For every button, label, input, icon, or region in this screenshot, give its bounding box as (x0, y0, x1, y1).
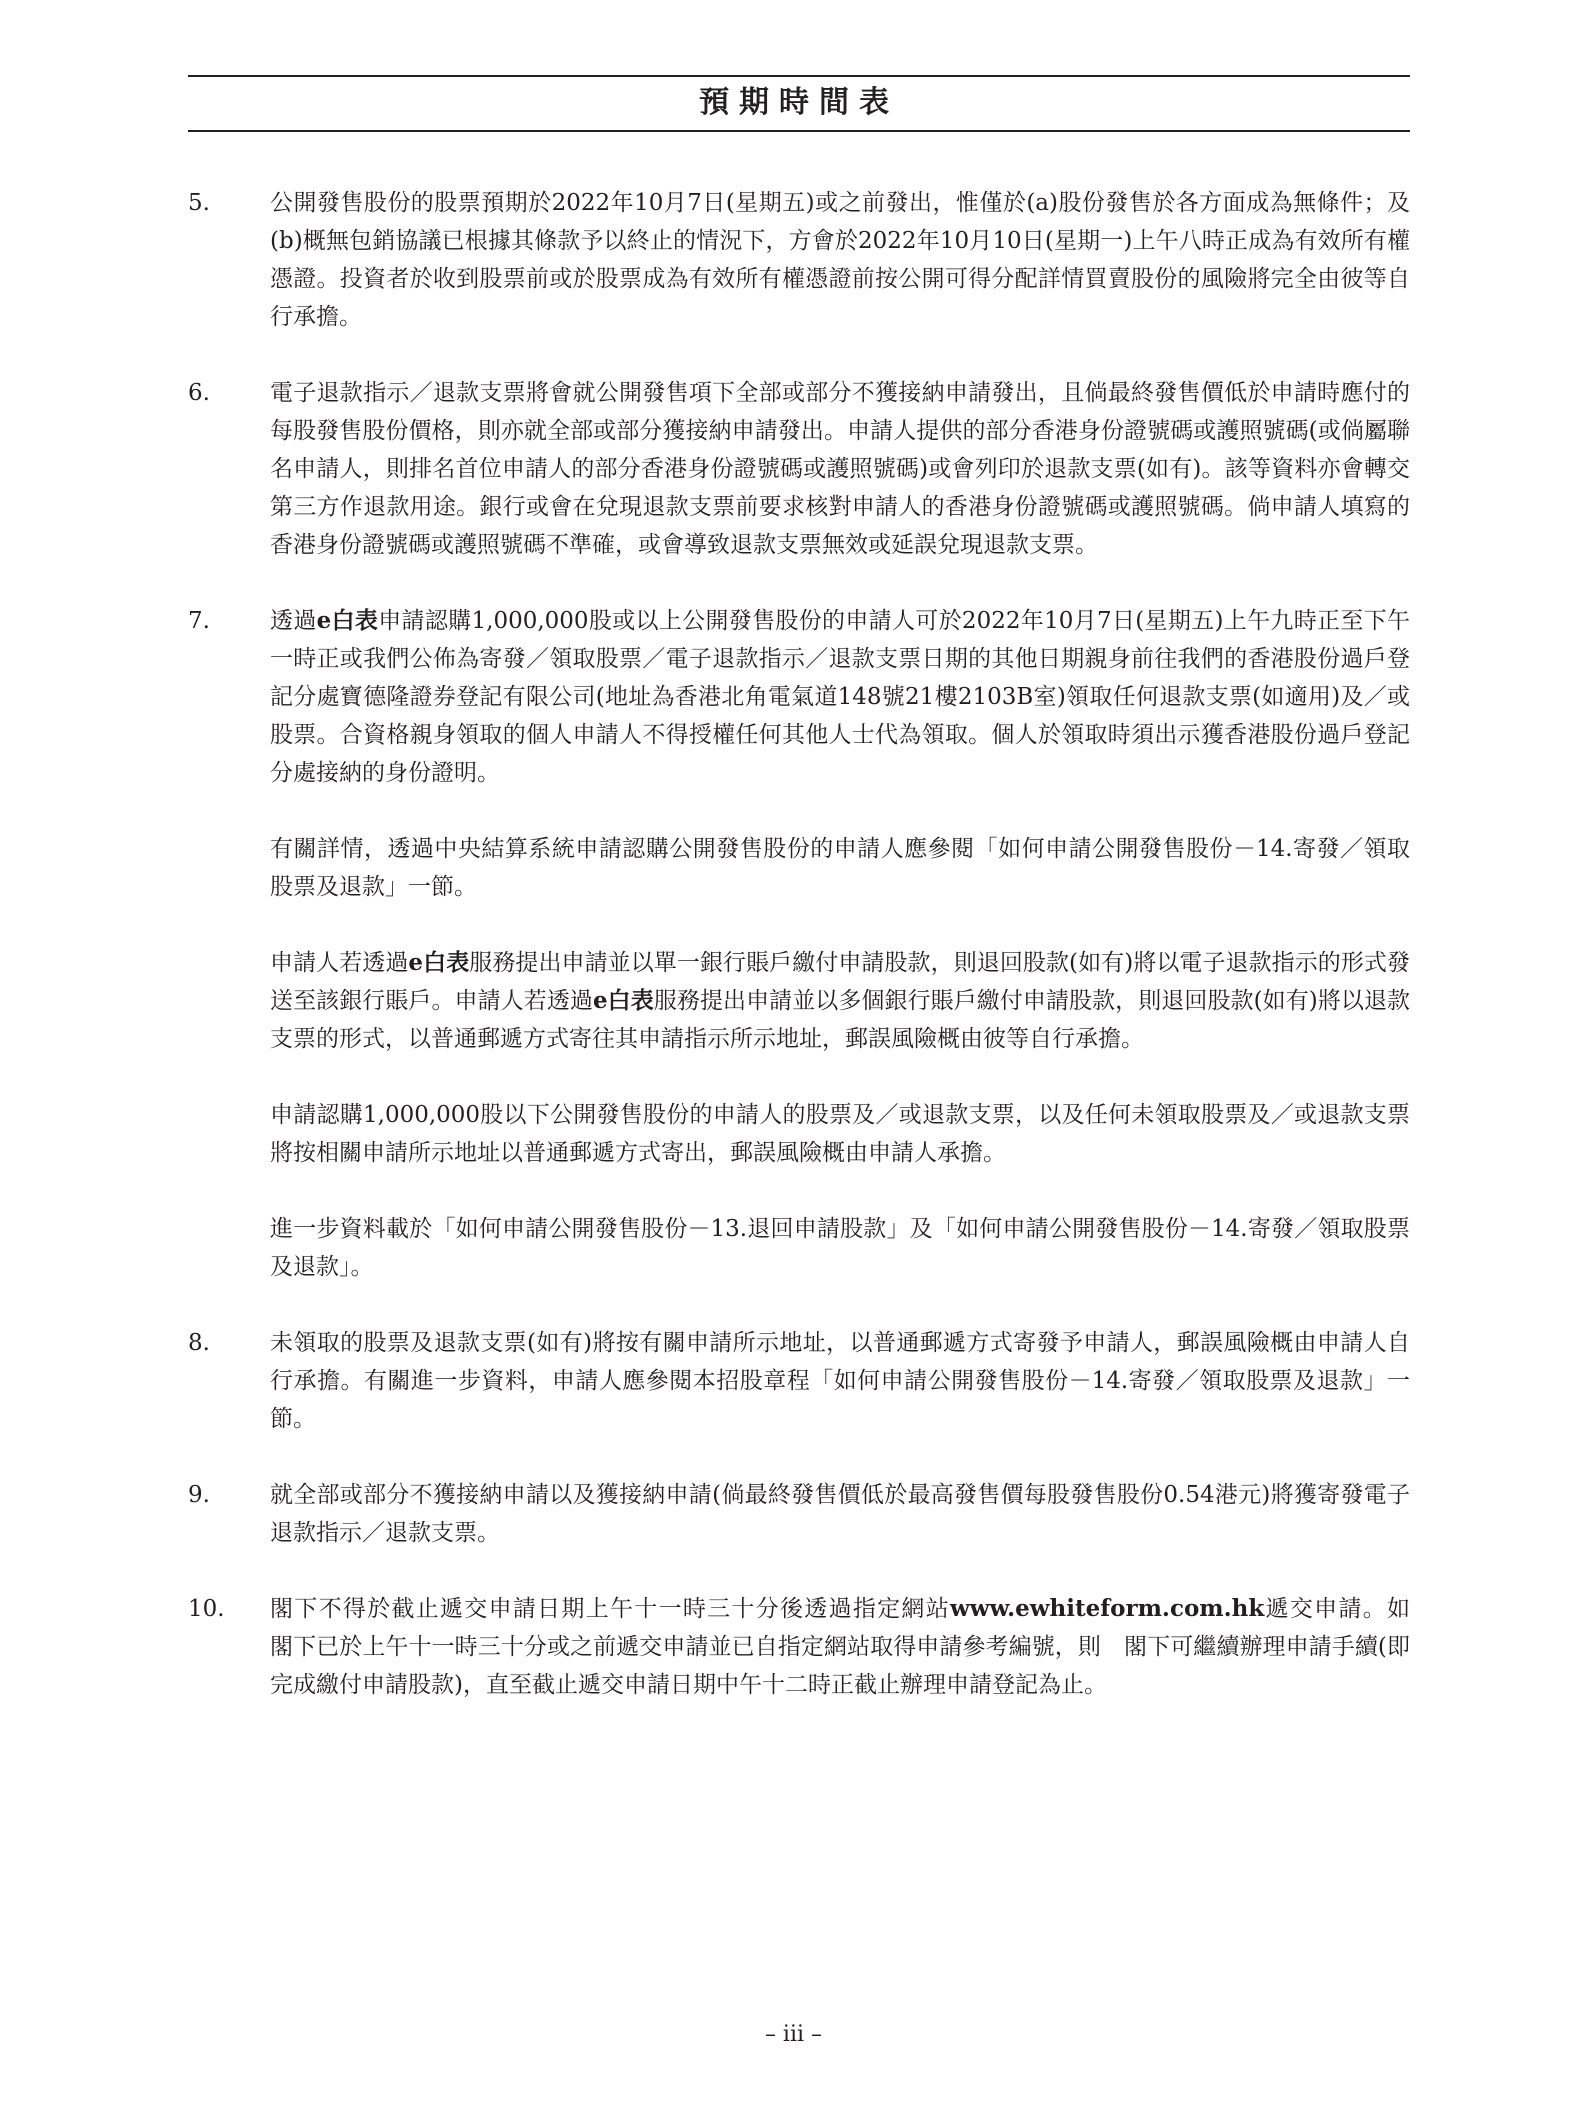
ewhite-form-term: e白表 (316, 607, 379, 634)
list-item-6 (188, 374, 1410, 564)
item-number: 10. (188, 1596, 225, 1622)
paragraph: 透過e白表申請認購1,000,000股或以上公開發售股份的申請人可於2022年10月7日(星期五)上午九時正至下午一時正或我們公佈為寄發／領取股票／電子退款指示／退款支票日期的其他日期親身前往我們的香港股份過戶登記分處寶德隆證券登記有限公司(地址為香港北角電氣道148號21樓2103B室)領取任何退款支票(如適用)及／或股票。合資格親身領取的個人申請人不得授權任何其他人士代為領取。個人於領取時須出示獲香港股份過戶登記分處接納的身份證明。 (270, 607, 1411, 786)
paragraph: 電子退款指示／退款支票將會就公開發售項下全部或部分不獲接納申請發出，且倘最終發售價低於申請時應付的每股發售股份價格，則亦就全部或部分獲接納申請發出。申請人提供的部分香港身份證號碼或護照號碼(或倘屬聯名申請人，則排名首位申請人的部分香港身份證號碼或護照號碼)或會列印於退款支票(如有)。該等資料亦會轉交第三方作退款用途。銀行或會在兌現退款支票前要求核對申請人的香港身份證號碼或護照號碼。倘申請人填寫的香港身份證號碼或護照號碼不準確，或會導致退款支票無效或延誤兌現退款支票。 (270, 380, 1410, 558)
paragraph: 閣下不得於截止遞交申請日期上午十一時三十分後透過指定網站www.ewhiteform.com.hk遞交申請。如 閣下已於上午十一時三十分或之前遞交申請並已自指定網站取得申請參考編號，則 閣下可繼續辦理申請手續(即完成繳付申請股款)，直至截止遞交申請日期中午十二時正截止辦理申請登記為止。 (270, 1595, 1434, 1698)
header-bottom-rule (188, 130, 1410, 132)
list-item-9 (188, 1476, 1410, 1552)
paragraph: 進一步資料載於「如何申請公開發售股份－13.退回申請股款」及「如何申請公開發售股份－14.寄發／領取股票及退款」。 (270, 1216, 1410, 1280)
header-top-rule (188, 75, 1410, 77)
document-body (188, 184, 1434, 1742)
ewhite-form-term: e白表 (592, 987, 654, 1014)
page-title: 預期時間表 (699, 85, 899, 120)
website-url: www.ewhiteform.com.hk (950, 1595, 1265, 1622)
item-number: 8. (188, 1330, 210, 1356)
paragraph: 申請人若透過e白表服務提出申請並以單一銀行賬戶繳付申請股款，則退回股款(如有)將以電子退款指示的形式發送至該銀行賬戶。申請人若透過e白表服務提出申請並以多個銀行賬戶繳付申請股款，則退回股款(如有)將以退款支票的形式，以普通郵遞方式寄往其申請指示所示地址，郵誤風險概由彼等自行承擔。 (270, 949, 1411, 1052)
paragraph: 未領取的股票及退款支票(如有)將按有關申請所示地址，以普通郵遞方式寄發予申請人，郵誤風險概由申請人自行承擔。有關進一步資料，申請人應參閱本招股章程「如何申請公開發售股份－14.寄發／領取股票及退款」一節。 (270, 1330, 1410, 1432)
item-number: 7. (188, 608, 210, 634)
paragraph: 公開發售股份的股票預期於2022年10月7日(星期五)或之前發出，惟僅於(a)股份發售於各方面成為無條件；及(b)概無包銷協議已根據其條款予以終止的情況下，方會於2022年10月10日(星期一)上午八時正成為有效所有權憑證。投資者於收到股票前或於股票成為有效所有權憑證前按公開可得分配詳情買賣股份的風險將完全由彼等自行承擔。 (270, 190, 1410, 330)
page-number: – iii – (764, 2022, 823, 2047)
list-item-7 (188, 602, 1410, 1286)
list-item-5 (188, 184, 1410, 336)
paragraph: 申請認購1,000,000股以下公開發售股份的申請人的股票及／或退款支票，以及任何未領取股票及／或退款支票將按相關申請所示地址以普通郵遞方式寄出，郵誤風險概由申請人承擔。 (270, 1102, 1410, 1166)
item-number: 6. (188, 380, 210, 406)
paragraph: 有關詳情，透過中央結算系統申請認購公開發售股份的申請人應參閱「如何申請公開發售股份－14.寄發／領取股票及退款」一節。 (270, 836, 1410, 900)
list-item-10 (188, 1590, 1434, 1704)
item-number: 9. (188, 1482, 210, 1508)
list-item-8 (188, 1324, 1410, 1438)
paragraph: 就全部或部分不獲接納申請以及獲接納申請(倘最終發售價低於最高發售價每股發售股份0.54港元)將獲寄發電子退款指示／退款支票。 (270, 1482, 1410, 1546)
ewhite-form-term: e白表 (408, 949, 470, 976)
item-number: 5. (188, 190, 210, 216)
